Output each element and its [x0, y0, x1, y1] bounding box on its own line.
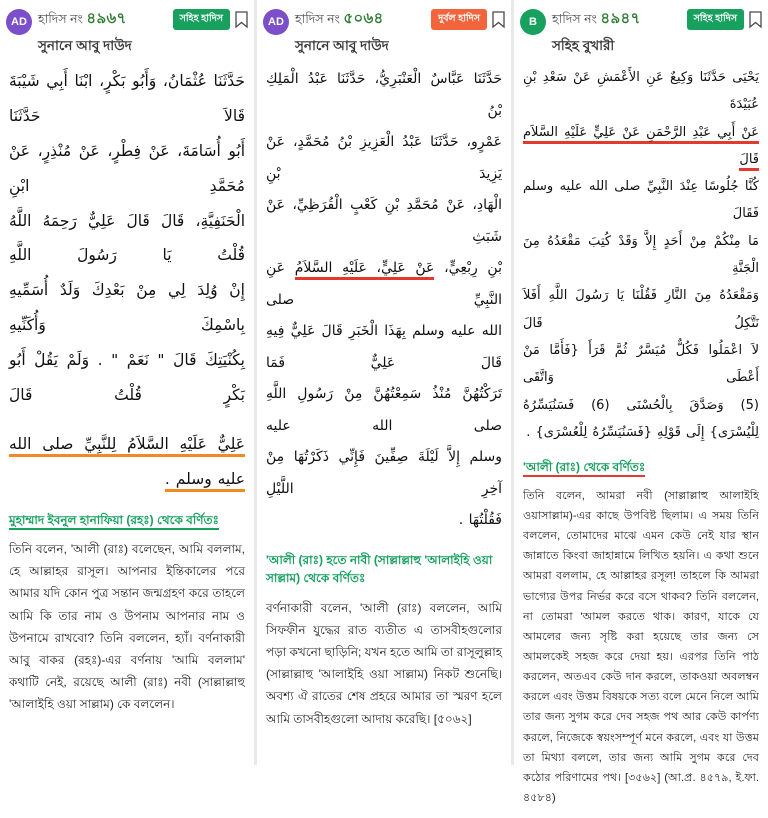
hadith-number-value: ৫০৬৪: [343, 10, 384, 27]
status-badge: সহিহ হাদিস: [687, 9, 744, 30]
arabic-line: وسلم إِلاَّ لَيْلَةَ صِفِّينَ فَإِنِّي ذَكَرْتُهَا مِنْ آخِرِ اللَّيْلِ: [266, 449, 502, 497]
hadith-number-value: ৪৯৬৭: [86, 10, 127, 27]
bangla-translation-2: বর্ণনাকারী বলেন, 'আলী (রাঃ) বললেন, আমি সিফফীন যুদ্ধের রাত ব্যতীত এ তাসবীহগুলোর পড়া কখনো ছাড়িনি; যখন হতে আমি তা রাসূলুল্লাহ (সাল্লাল্লাহু 'আলাইহি ওয়া সাল্লাম) নিকট শুনেছি। অবশ্য ঐ রাতের শেষ প্রহরে আমার তা স্মরণ হলে আমি তাসবীহগুলো আদায় করেছি। [৫০৬২]: [266, 600, 502, 726]
hadith-number-line: [295, 7, 425, 32]
arabic-line: الْهَادِ، عَنْ مُحَمَّدِ بْنِ كَعْبٍ الْقُرَظِيِّ، عَنْ شَبَثِ: [266, 197, 502, 245]
arabic-prefix: بْنِ رِبْعِيٍّ،: [434, 260, 502, 276]
avatar: B: [520, 9, 546, 35]
arabic-line: إِنْ وُلِدَ لِي مِنْ بَعْدِكَ وَلَدٌ أُسَمِّيهِ بِاسْمِكَ وَأُكَنِّيهِ: [9, 281, 245, 335]
narrator-text: 'আলী (রাঃ) থেকে বর্ণিতঃ: [523, 460, 645, 477]
book-title: সহিহ বুখারী: [552, 38, 615, 53]
arabic-text-3: [514, 64, 768, 446]
narrator-heading-3: [514, 458, 768, 477]
hadith-panel-2: [254, 0, 511, 765]
hadith-number-label: হাদিস নং: [295, 12, 340, 26]
arabic-line: الْحَنَفِيَّةِ، قَالَ قَالَ عَلِيٌّ رَحِمَهُ اللَّهُ قُلْتُ يَا رَسُولَ اللَّهِ: [9, 211, 245, 265]
status-badge: দুর্বল হাদিস: [431, 9, 487, 30]
arabic-suffix: عَنِ النَّبِيِّ صلى: [266, 260, 502, 308]
arabic-line: مَا مِنْكُمْ مِنْ أَحَدٍ إِلاَّ وَقَدْ كُتِبَ مَقْعَدُهُ مِنَ الْجَنَّةِ: [523, 233, 759, 277]
avatar: AD: [6, 9, 32, 35]
arabic-line: تَرَكْتُهُنَّ مُنْذُ سَمِعْتُهُنَّ مِنْ رَسُولِ اللَّهِ صلى الله عليه: [266, 386, 502, 434]
arabic-line: الله عليه وسلم بِهَذَا الْخَبَرِ قَالَ عَلِيٌّ فِيهِ قَالَ عَلِيٌّ فَمَا: [266, 323, 502, 371]
narrator-text: মুহাম্মাদ ইবনুল হানাফিয়া (রহঃ) থেকে বর্ণিতঃ: [9, 513, 219, 530]
status-badge: সহিহ হাদিস: [173, 9, 230, 30]
highlighted-arabic-phrase: عَلِيٌّ عَلَيْهِ السَّلاَمُ لِلنَّبِيِّ صلى الله عليه وسلم .: [9, 435, 245, 492]
arabic-line: عَمْرٍو، حَدَّثَنَا عَبْدُ الْعَزِيزِ بْنُ مُحَمَّدٍ، عَنْ يَزِيدَ بْنِ: [266, 134, 502, 182]
arabic-line: أَبُو أُسَامَةَ، عَنْ فِطْرٍ، عَنْ مُنْذِرٍ، عَنْ مُحَمَّدِ ابْنِ: [9, 141, 245, 195]
bangla-translation-3: তিনি বলেন, আমরা নবী (সাল্লাল্লাহু আলাইহি ওয়াসাল্লাম)-এর কাছে উপবিষ্ট ছিলাম। এ সময় তিনি বললেন, তোমাদের মাঝে এমন কেউ নেই যার স্থান জান্নাতে কিংবা জাহান্নামে লিখিত হয়নি। এ কথা শুনে আমরা বললাম, হে আল্লাহর রসূল! তাহলে কি আমরা ভাগ্যের উপর নির্ভর করে বসে থাকব? তিনি বললেন, না তোমরা 'আমল করতে থাক। কারণ, যাকে যে আমলের জন্য সৃষ্টি করা হয়েছে তার জন্য সে আমলকেই সহজ করে দেয়া হয়। এরপর তিনি পাঠ করলেন, অতএব কেউ দান করলে, তাকওয়া অবলম্বন করলে এবং উত্তম বিষয়কে সত্য বলে মেনে নিলে আমি তার জন্য সুগম করে দেব সহজ পথ আর কেউ কার্পণ্য করলে, নিজেকে স্বয়ংসম্পূর্ণ মনে করলে, এবং যা উত্তম তা মিথ্যা বললে, তার জন্য আমি সুগম করে দেব কঠোর পরিণামের পথ। [৩৫৬২] (আ.প্র. ৪৫৭৯, ই.ফা. ৪৫৮৪): [523, 489, 759, 805]
narrator-text: 'আলী (রাঃ) হতে নাবী (সাল্লাল্লাহু 'আলাইহি ওয়া সাল্লাম) থেকে বর্ণিতঃ: [266, 552, 493, 586]
highlighted-arabic-phrase: عَنْ أَبِي عَبْدِ الرَّحْمَنِ عَنْ عَلِيٍّ عَلَيْهِ السَّلاَم قَالَ: [523, 125, 759, 171]
arabic-text-1: [0, 64, 254, 497]
bookmark-icon[interactable]: [492, 11, 505, 28]
hadith-number-label: হাদিস নং: [38, 12, 83, 26]
arabic-line: (5) وَصَدَّقَ بِالْحُسْنَى (6) فَسَنُيَسِّرُهُ: [523, 397, 759, 413]
arabic-line-with-highlight: [523, 119, 759, 174]
bangla-translation-1: তিনি বলেন, 'আলী (রাঃ) বলেছেন, আমি বললাম, হে আল্লাহর রাসূল। আপনার ইন্তিকালের পরে আমার যদি কোন পুত্র সন্তান জন্মগ্রহণ করে তাহলে আমি কি তার নাম ও উপনাম আপনার নাম ও উপনামে রাখবো? তিনি বললেন, হ্যাঁ। বর্ণনাকারী আবু বাকর (রহঃ)-এর বর্ণনায় 'আমি বললাম' কথাটি নেই, রয়েছে আলী (রাঃ) নবী (সাল্লাল্লাহু 'আলাইহি ওয়া সাল্লাম) কে বললেন।: [9, 542, 245, 712]
narrator-heading-2: [257, 551, 511, 588]
hadith-number-value: ৪৯৪৭: [600, 10, 641, 27]
highlighted-arabic-phrase: عَنْ عَلِيٍّ، عَلَيْهِ السَّلاَمُ: [295, 260, 435, 280]
hadith-panel-1: [0, 0, 254, 765]
arabic-text-2: [257, 64, 511, 537]
bookmark-icon[interactable]: [235, 11, 248, 28]
panel-header-3: [514, 0, 768, 64]
arabic-line-with-highlight: [266, 253, 502, 316]
arabic-line: لاَ اعْمَلُوا فَكُلٌّ مُيَسَّرٌ ثُمَّ قَرَأَ {فَأَمَّا مَنْ أَعْطَى وَاتَّقَى: [523, 342, 759, 386]
arabic-line: لِلْيُسْرَى} إِلَى قَوْلِهِ {فَسَنُيَسِّرُهُ لِلْعُسْرَى} .: [526, 424, 759, 440]
hadith-number-label: হাদিস নং: [552, 12, 597, 26]
arabic-line: بِكُنْيَتِكَ قَالَ " نَعَمْ " . وَلَمْ يَقُلْ أَبُو بَكْرٍ قُلْتُ قَالَ: [9, 351, 245, 404]
bookmark-icon[interactable]: [749, 11, 762, 28]
arabic-line: فَقُلْتُهَا .: [458, 512, 502, 528]
arabic-line: حَدَّثَنَا عُثْمَانُ، وَأَبُو بَكْرٍ، ابْنَا أَبِي شَيْبَةَ قَالاَ حَدَّثَنَا: [9, 72, 245, 125]
book-title: সুনানে আবু দাউদ: [38, 38, 132, 53]
arabic-line: يَحْيَى حَدَّثَنَا وَكِيعٌ عَنِ الأَعْمَشِ عَنْ سَعْدِ بْنِ عُبَيْدَةَ: [523, 70, 759, 113]
arabic-line: كُنَّا جُلُوسًا عِنْدَ النَّبِيِّ صلى الله عليه وسلم فَقَالَ: [523, 179, 759, 222]
avatar: AD: [263, 9, 289, 35]
book-title: সুনানে আবু দাউদ: [295, 38, 389, 53]
panel-header-1: [0, 0, 254, 64]
narrator-heading-1: [0, 511, 254, 530]
arabic-line: وَمَقْعَدُهُ مِنَ النَّارِ فَقُلْنَا يَا رَسُولَ اللَّهِ أَفَلاَ نَتَّكِلُ قَالَ: [523, 288, 759, 331]
arabic-line: حَدَّثَنَا عَبَّاسٌ الْعَنْبَرِيُّ، حَدَّثَنَا عَبْدُ الْمَلِكِ بْنُ: [266, 71, 502, 119]
hadith-number-line: [552, 7, 681, 32]
hadith-panel-3: [511, 0, 768, 805]
hadith-number-line: [38, 7, 167, 32]
panel-header-2: [257, 0, 511, 64]
